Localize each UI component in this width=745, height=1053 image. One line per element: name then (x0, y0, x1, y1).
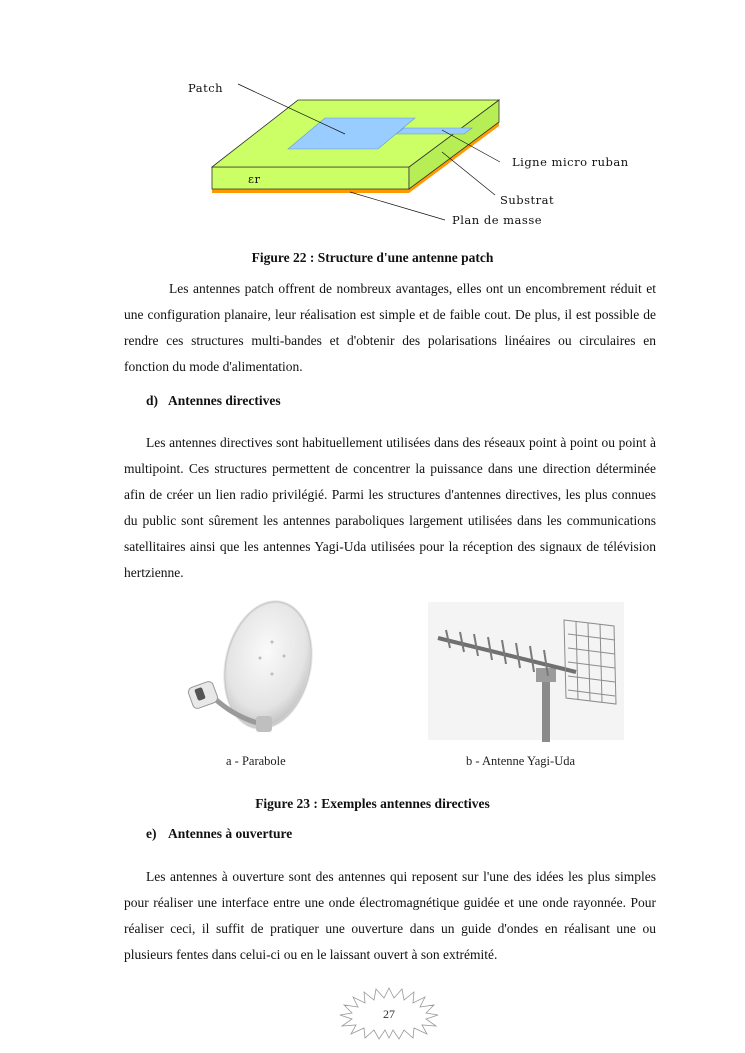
patch-antenna-diagram (160, 62, 640, 234)
subcaption-a: a - Parabole (226, 754, 286, 768)
label-epsilon: εr (248, 172, 261, 186)
yagi-uda-image (426, 600, 626, 770)
substrate-front-face (212, 167, 409, 189)
page-number: 27 (383, 1007, 395, 1021)
figure-22-caption: Figure 22 : Structure d'une antenne patch (251, 250, 494, 265)
section-e-marker: e) (146, 826, 157, 841)
parabola-image (176, 600, 366, 770)
paragraph-patch-advantages: Les antennes patch offrent de nombreux avantages, elles ont un encombrement réduit et une configuration planaire, leur réalisation est simple et de faible cout. De plus, il est possible de rendre ces structures multi-bandes et d'obtenir des polarisations linéaires ou circulaires en fonction du mode d'alimentation. (124, 281, 656, 374)
label-patch: Patch (188, 81, 224, 95)
paragraph-directive-antennas: Les antennes directives sont habituellement utilisées dans des réseaux point à point ou point à multipoint. Ces structures permettent de concentrer la puissance dans une direction déterminée afin de créer un lien radio privilégié. Parmi les structures d'antennes directives, les plus connues du public sont sûrement les antennes paraboliques largement utilisées dans les communications satellitaires ainsi que les antennes Yagi-Uda utilisées pour la réception des signaux de télévision hertzienne. (124, 435, 656, 580)
label-microstrip-line: Ligne micro ruban (512, 155, 629, 169)
microstrip-line (396, 128, 472, 134)
section-d-marker: d) (146, 393, 159, 408)
figure-23-caption: Figure 23 : Exemples antennes directives (255, 796, 490, 811)
subcaption-b: b - Antenne Yagi-Uda (466, 754, 576, 768)
paragraph-aperture-antennas: Les antennes à ouverture sont des antennes qui reposent sur l'une des idées les plus simples pour réaliser une interface entre une onde électromagnétique guidée et une onde rayonnée. Pour réaliser ceci, il suffit de pratiquer une ouverture dans un guide d'ondes en réalisant une ou plusieurs fentes dans celui-ci ou en le laissant ouvert à son extrémité. (124, 869, 656, 962)
label-substrate: Substrat (500, 193, 555, 207)
page-number-badge (338, 986, 440, 1040)
section-heading-d (146, 393, 281, 409)
section-heading-e (146, 826, 292, 842)
label-ground-plane: Plan de masse (452, 213, 543, 227)
section-d-title: Antennes directives (168, 393, 281, 408)
section-e-title: Antennes à ouverture (168, 826, 293, 841)
